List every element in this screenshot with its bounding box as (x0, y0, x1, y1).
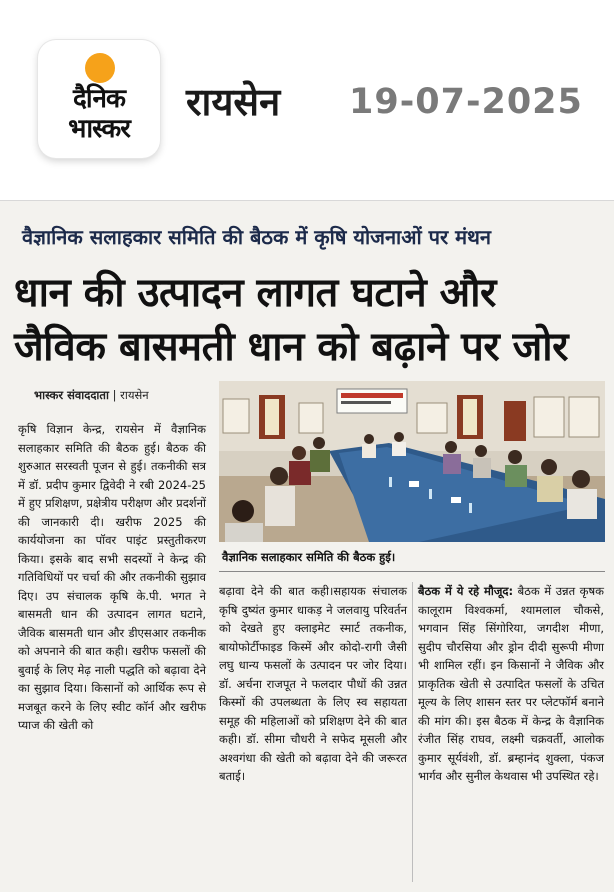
byline (34, 386, 149, 404)
sun-icon (85, 53, 115, 83)
logo-text-line1: दैनिक (73, 84, 125, 114)
article-column-1 (18, 420, 206, 735)
byline-source: भास्कर संवाददाता (34, 388, 109, 402)
edition-city: रायसेन (186, 80, 281, 124)
column-divider (412, 582, 413, 882)
meeting-room-image (219, 381, 605, 542)
caption-divider (219, 571, 605, 572)
column-1-text: कृषि विज्ञान केन्द्र, रायसेन में वैज्ञानिक सलाहकार समिति की बैठक हुई। बैठक की शुरुआत सरस्वती पूजन से हुई। तकनीकी सत्र में डॉ. प्रदीप कुमार द्विवेदी ने रबी 2024-25 में हुए प्रशिक्षण, प्रक्षेत्रीय परीक्षण और प्रदर्शनों की जानकारी दी। खरीफ 2025 की कार्ययोजना का पॉवर पाइंट प्रस्तुतीकरण किया। इसके बाद सभी सदस्यों ने केन्द्र की गतिविधियों पर चर्चा की और तकनीकी सुझाव दिए। उप संचालक कृषि के.पी. भगत ने बासमती धान की उत्पादन लागत घटाने, जैविक बासमती धान और डीएसआर तकनीक को अपनाने की बात कही। खरीफ फसलों की बुवाई के लिए मेढ़ नाली पद्धति को बढ़ावा देने का सुझाव दिया। किसानों को आर्थिक रूप से मजबूत करने के लिए स्वीट कॉर्न और खरीफ प्याज की खेती को (18, 422, 206, 732)
article-kicker: वैज्ञानिक सलाहकार समिति की बैठक में कृषि योजनाओं पर मंथन (22, 225, 491, 249)
attendees-subheading: बैठक में ये रहे मौजूद: (418, 584, 514, 598)
edition-date: 19-07-2025 (349, 82, 583, 122)
headline-line-1: धान की उत्पादन लागत घटाने और (14, 270, 496, 316)
page-header (0, 0, 614, 200)
logo-text-line2: भास्कर (68, 114, 130, 144)
meeting-photo (219, 381, 605, 542)
photo-caption: वैज्ञानिक सलाहकार समिति की बैठक हुई। (222, 550, 396, 564)
article-column-3 (418, 582, 604, 786)
column-3-paragraph (418, 582, 604, 786)
column-3-text: बैठक में उन्नत कृषक कालूराम विश्वकर्मा, श्यामलाल चौकसे, भगवान सिंह सिंगोरिया, जगदीश मीणा, सुदीप चौरसिया और ड्रोन दीदी सुरूपी मीणा भी शामिल रहीं। इन किसानों ने जैविक और प्राकृतिक खेती से उत्पादित फसलों के उचित मूल्य के लिए शासन स्तर पर प्लेटफॉर्म बनाने की मांग की। इस बैठक में केन्द्र के वैज्ञानिक रंजीत सिंह राघव, लक्ष्मी चक्रवर्ती, आलोक कुमार सूर्यवंशी, डॉ. ब्रम्हानंद शुक्ला, पंकज भार्गव और सुनील केथवास भी उपस्थित रहे। (418, 584, 604, 783)
column-2-text: बढ़ावा देने की बात कही।सहायक संचालक कृषि दुष्यंत कुमार धाकड़ ने जलवायु परिवर्तन को देखते हुए क्लाइमेट स्मार्ट तकनीक, बायोफोर्टीफाइड किस्में और कोदो-रागी जैसी लघु धान्य फसलों के उत्पादन पर जोर दिया। डॉ. अर्चना राजपूत ने फलदार पौधों की उन्नत किस्मों की उपलब्धता के लिए स्व सहायता समूह की महिलाओं को प्रशिक्षण देने की बात कही। डॉ. सीमा चौधरी ने सफेद मूसली और अश्वगंधा की खेती को बढ़ावा देने की जरूरत बताई। (219, 584, 407, 783)
headline-line-2: जैविक बासमती धान को बढ़ाने पर जोर (14, 324, 569, 370)
byline-place: | रायसेन (108, 388, 149, 402)
article-column-2 (219, 582, 407, 786)
dainik-bhaskar-logo (38, 40, 160, 158)
